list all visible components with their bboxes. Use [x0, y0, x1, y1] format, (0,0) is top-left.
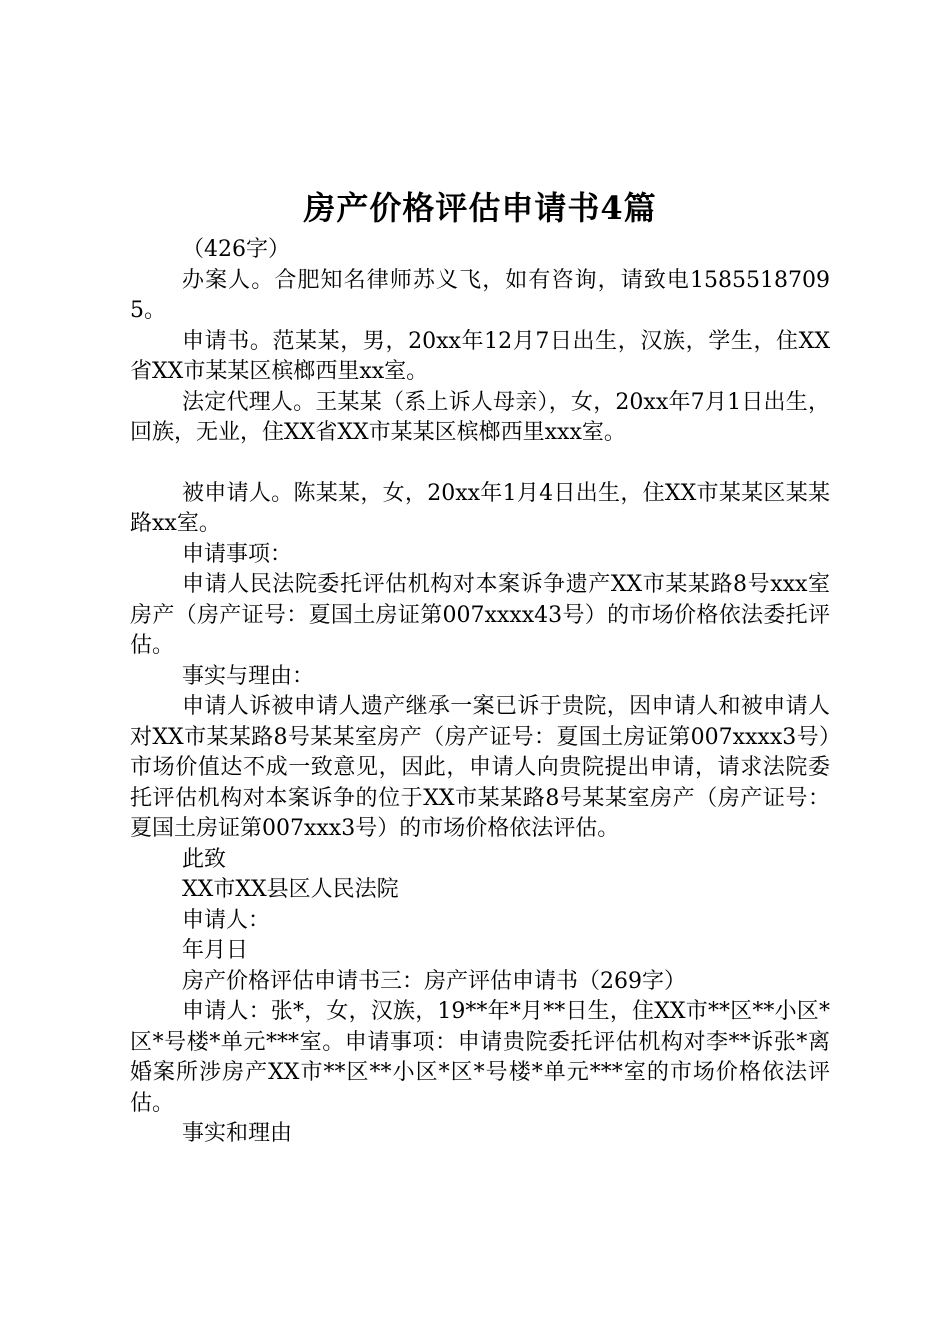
document-title: 房产价格评估申请书4篇: [303, 189, 657, 227]
section-three-facts-heading: 事实和理由: [182, 1121, 293, 1146]
contact-paragraph: 办案人。合肥知名律师苏义飞，如有咨询，请致电15855187095。: [130, 267, 830, 323]
applicant-paragraph: 申请书。范某某，男，20xx年12月7日出生，汉族，学生，住XX省XX市某某区槟榔西里xx室。: [130, 328, 830, 384]
request-items-paragraph: 申请人民法院委托评估机构对本案诉争遗产XX市某某路8号xxx室房产（房产证号：夏国土房证第007xxxx43号）的市场价格依法委托评估。: [130, 572, 830, 658]
respondent-paragraph: 被申请人。陈某某，女，20xx年1月4日出生，住XX市某某区某某路xx室。: [130, 480, 830, 536]
blank-line: [130, 449, 830, 479]
section-three-heading: 房产价格评估申请书三：房产评估申请书（269字）: [182, 968, 686, 994]
salutation-line: 此致: [182, 846, 227, 872]
legal-representative-paragraph: 法定代理人。王某某（系上诉人母亲），女，20xx年7月1日出生，回族，无业，住XX省XX市某某区槟榔西里xxx室。: [130, 389, 830, 445]
applicant-signature-line: 申请人：: [182, 907, 271, 933]
facts-reasons-paragraph: 申请人诉被申请人遗产继承一案已诉于贵院，因申请人和被申请人对XX市某某路8号某某室房产（房产证号：夏国土房证第007xxxx3号）市场价值达不成一致意见，因此，申请人向贵院提出申请，请求法院委托评估机构对本案诉争的位于XX市某某路8号某某室房产（房产证号：夏国土房证第007xxx3号）的市场价格依法评估。: [130, 694, 830, 841]
date-line: 年月日: [182, 938, 249, 963]
document-page: [130, 185, 830, 1150]
section-three-applicant-paragraph: 申请人：张*，女，汉族，19**年*月**日生，住XX市**区**小区*区*号楼*单元***室。申请事项：申请贵院委托评估机构对李**诉张*离婚案所涉房产XX市**区**小区*区*号楼*单元***室的市场价格依法评估。: [130, 999, 830, 1116]
facts-reasons-heading: 事实与理由：: [182, 663, 315, 689]
word-count-note: （426字）: [182, 237, 290, 262]
court-name-line: XX市XX县区人民法院: [182, 877, 399, 902]
request-items-heading: 申请事项：: [182, 541, 293, 567]
